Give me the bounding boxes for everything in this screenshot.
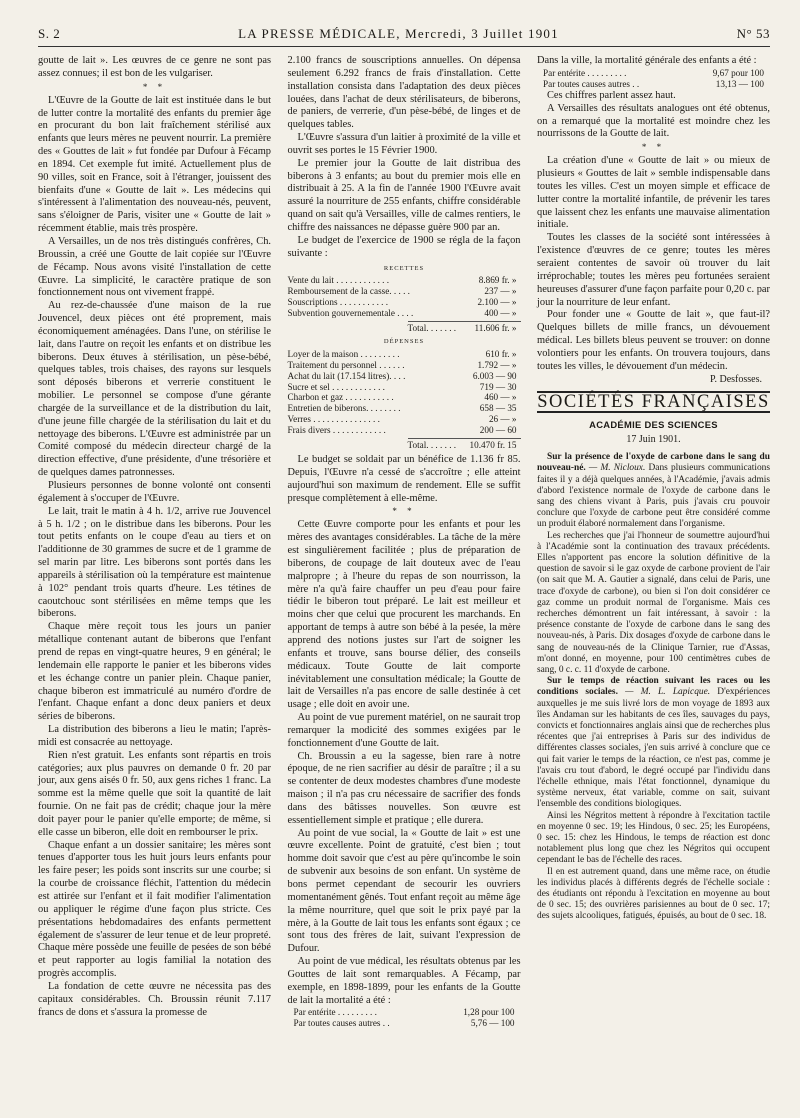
section-separator: * * bbox=[392, 506, 416, 517]
paragraph: Le lait, trait le matin à 4 h. 1/2, arrive rue Jouvencel à 5 h. 1/2 ; on le distribue dans les biberons. Pour les tout petits enfants on le coupe d'eau au tiers et on l'additionne de 30 grammes de sucre et de 1 gramme de sel marin par litre. Les biberons sont portés dans les appareils à stérilisation où la température est maintenue à 102° pendant trois quarts d'heure. Les tétines de caoutchouc sont stérilisées en même temps que les biberons. bbox=[38, 505, 271, 620]
budget-row: Frais divers . . . . . . . . . . . . 200 — 60 bbox=[287, 425, 517, 436]
column-3 bbox=[537, 55, 770, 1029]
page-header bbox=[38, 26, 770, 47]
budget-row: Sucre et sel . . . . . . . . . . . . 719 — 30 bbox=[287, 381, 517, 392]
paragraph: Ces chiffres parlent assez haut. bbox=[547, 89, 676, 101]
budget-table bbox=[288, 264, 521, 452]
paragraph: Ainsi les Négritos mettent à répondre à l'excitation tactile en moyenne 0 sec. 19; les Hindous, 0 sec. 25; les Européens, 0 sec. 15: chez les Hindous, le temps de réaction est donc notablement plus long que chez les Négritos qui occupent cependant le bas de l'échelle des races. bbox=[537, 810, 770, 866]
paragraph: Cette Œuvre comporte pour les enfants et pour les mères des avantages considérables. La tâche de la mère est singulièrement facilitée ; plus de préparation de biberons, de coupage de lait douteux avec de l'eau malpropre ; à l'heure du repas de son nourrisson, la mère n'a qu'à faire chauffer un peu d'eau pour faire tiédir le biberon tout préparé. Le lait est meilleur et moins cher que celui que procurent les marchands. En apportant de temps à autre son bébé à la pesée, la mère apprend des notions justes sur l'art de soigner les enfants et trouve, sans bourse délier, des conseils médicaux. Toute Goutte de lait comporte inévitablement une consultation médicale; la Goutte de lait de Versailles n'a pas encore de salle destinée à cet usage ; elle doit en avoir une. bbox=[287, 519, 521, 711]
budget-row: Traitement du personnel . . . . . . 1.792 — » bbox=[287, 359, 517, 370]
budget-row: Achat du lait (17.154 litres). . . . 6.003 — 90 bbox=[287, 370, 517, 381]
paragraph: Chaque enfant a un dossier sanitaire; les mères sont tenues d'apporter tous les huit jours leurs enfants pour les faire peser; les poids sont inscrits sur une courbe; si la courbe de croissance fléchit, l'attention du médecin est attirée sur l'enfant et il fait modifier l'alimentation ou appliquer le régime d'une façon plus stricte. Ces présentations hebdomadaires des enfants permettent également de s'assurer de leur tenue et de leur propreté. Chaque mère possède une feuille de pesées de son bébé et peut rapporter au logis familial la notation des progrès accomplis. bbox=[38, 839, 271, 980]
paragraph: Le budget se soldait par un bénéfice de 1.136 fr 85. Depuis, l'Œuvre n'a cessé de s'accroître ; elle atteint aujourd'hui son maximum de rendement. Elle se suffit presque complètement à elle-même. bbox=[287, 454, 521, 504]
section-separator: * * bbox=[142, 81, 167, 92]
article-text: Dans plusieurs communications faites il y a déjà quelques années, à l'Académie, j'avais admis d'abord l'existence normale de l'oxyde de carbone dans le sang des chiens vivant à Paris, puis j'avais cru pouvoir conclure que l'oxyde de carbone peut être considéré comme un produit élaboré normalement dans l'organisme. bbox=[537, 463, 770, 530]
paragraph: A Versailles, un de nos très distingués confrères, Ch. Broussin, a créé une Goutte de lait copiée sur l'Œuvre de Fécamp. Nous avons visité l'installation de cette Œuvre. La simplicité, le caractère pratique de son fonctionnement nous ont vivement frappé. bbox=[38, 235, 271, 299]
paragraph: L'Œuvre de la Goutte de lait est instituée dans le but de lutter contre la mortalité des enfants du premier âge en procurant du bon lait fraîchement stérilisé aux enfants que leurs mères ne peuvent nourrir. La première des « Gouttes de lait » fut fondée par Dufour à Fécamp en 1894. Cet exemple fut imité. Actuellement plus de 90 villes, soit en France, soit à l'étranger, jouissent des bienfaits d'une « Goutte de lait ». Les médecins qui s'intéressent à l'alimentation des nouveau-nés, peuvent, sans s'éloigner de Paris, visiter une « Goutte de lait » récemment établie, mais très prospère. bbox=[38, 94, 271, 235]
section-separator: * * bbox=[641, 142, 666, 153]
budget-total: Total. . . . . . . 11.606 fr. » bbox=[408, 321, 521, 334]
article-title: Sur la présence de l'oxyde de carbone dans le sang du nouveau-né. bbox=[537, 452, 770, 474]
academy-heading: ACADÉMIE DES SCIENCES bbox=[589, 419, 718, 431]
paragraph: Le budget de l'exercice de 1900 se régla de la façon suivante : bbox=[287, 234, 521, 259]
statistic-row: Par toutes causes autres . . 13,13 — 100 bbox=[543, 78, 764, 89]
paragraph: Le premier jour la Goutte de lait distribua des biberons à 3 enfants; au bout du premier mois elle en distribuait à 25. A la fin de l'année 1900 l'Œuvre avait assuré la nourriture de 255 enfants, chiffre considérable quand on sait qu'à Versailles, ville de calmes rentiers, le chiffre des naissances ne dépasse guère 900 par an. bbox=[287, 157, 521, 233]
paragraph: Rien n'est gratuit. Les enfants sont répartis en trois catégories; aux plus pauvres on demande 0 fr. 20 par jour, aux gens aisés 0 fr. 50, aux gens riches 1 franc. La somme est la même quelle que soit la quantité de lait fournie. On ne fait pas de crédit; chaque jour la mère doit payer pour le panier qu'elle emporte; de même, si elle casse un biberon, elle doit en rembourser le prix. bbox=[38, 749, 271, 838]
column-1 bbox=[38, 55, 271, 1029]
statistic-row: Par toutes causes autres . . 5,76 — 100 bbox=[293, 1018, 515, 1029]
section-title: SOCIÉTÉS FRANÇAISES bbox=[537, 391, 770, 412]
paragraph: Ch. Broussin a eu la sagesse, bien rare à notre époque, de ne rien sacrifier au désir de paraître ; il a su se contenter de deux modestes chambres d'une modeste maison ; il n'a pas cru nécessaire de sacrifier des fonds dans des bâtisses nouvelles. Son œuvre est essentiellement simple et pratique ; elle durera. bbox=[287, 750, 521, 826]
article bbox=[537, 676, 770, 810]
column-2 bbox=[288, 55, 521, 1029]
budget-row: Verres . . . . . . . . . . . . . . . 26 — » bbox=[287, 414, 517, 425]
budget-row: Vente du lait . . . . . . . . . . . . 8.869 fr. » bbox=[287, 275, 517, 286]
budget-total: Total. . . . . . . 10.470 fr. 15 bbox=[408, 438, 521, 451]
article-author: — M. L. Lapicque. bbox=[625, 687, 711, 698]
paragraph: Il en est autrement quand, dans une même race, on étudie les individus placés à différents degrés de l'échelle sociale : des étudiants ont répondu à l'excitation en moyenne au bout de 0 sec. 15; des ouvrières parisiennes au bout de 0 sec. 17; des sujets alcooliques, fatigués, épuisés, au bout de 0 sec. 18. bbox=[537, 866, 770, 922]
columns bbox=[38, 55, 770, 1029]
issue-number: N° 53 bbox=[736, 26, 770, 41]
paragraph: La création d'une « Goutte de lait » ou mieux de plusieurs « Gouttes de lait » semble indispensable dans toutes les villes. C'est un moyen simple et efficace de lutter contre la mortalité infantile, de prévenir les tares que laissent chez les enfants une mauvaise alimentation initiale. bbox=[537, 155, 770, 231]
page-number: S. 2 bbox=[38, 26, 61, 41]
paragraph: Les recherches que j'ai l'honneur de soumettre aujourd'hui à l'Académie sont la continuation des travaux précédents. Elles n'apportent pas encore la solution définitive de la question de savoir si le gaz oxyde de carbone provient de l'air (on sait que M. A. Gautier a signalé, dans celui de Paris, une trace d'oxyde de carbone), ou bien si l'on doit considérer ce gaz comme un produit normal de l'organisme. Mais ces recherches démontrent un fait intéressant, à savoir : la présence constante de l'oxyde de carbone dans le sang des nouveau-nés, à Paris. Dix dosages d'oxyde de carbone dans le sang de nouveau-nés de la Clinique Tarnier, rue d'Assas, m'ont donné, en moyenne, pour 100 centimètres cubes de sang, 0 c. c. 11 d'oxyde de carbone. bbox=[537, 530, 770, 675]
statistic-row: Par entérite . . . . . . . . . 9,67 pour 100 bbox=[543, 67, 764, 78]
article-text: D'expériences auxquelles je me suis livré lors de mon voyage de 1893 aux îles Andaman sur les habitants de ces îles, sauvages du pays, convicts et fonctionnaires anglais ainsi que de recherches plus récentes que j'ai entreprises à Paris sur des individus de différentes classes sociales, j'en suis arrivé à conclure que ce qui fait varier le temps de la réaction, ce n'est pas, comme je l'avais cru tout d'abord, le degré occupé par l'individu dans l'échelle ethnique, mais l'état fonctionnel, dynamique du système nerveux, état variable, comme on sait, suivant l'ensemble des conditions biologiques. bbox=[537, 687, 770, 810]
author-signature: P. Desfosses. bbox=[710, 373, 762, 385]
session-date: 17 Juin 1901. bbox=[626, 434, 681, 446]
paragraph: L'Œuvre s'assura d'un laitier à proximité de la ville et ouvrit ses portes le 15 Février 1900. bbox=[287, 132, 521, 156]
budget-row: Charbon et gaz . . . . . . . . . . . 460 — » bbox=[287, 392, 517, 403]
paragraph: Dans la ville, la mortalité générale des enfants a été : bbox=[537, 55, 757, 66]
budget-row: Loyer de la maison . . . . . . . . . 610 fr. » bbox=[287, 348, 517, 359]
article-title: Sur le temps de réaction suivant les races ou les conditions sociales. bbox=[537, 676, 770, 698]
paragraph: A Versailles des résultats analogues ont été obtenus, on a remarqué que la mortalité est moindre chez les nourrissons de la Goutte de lait. bbox=[537, 102, 770, 140]
article-author: — M. Nicloux. bbox=[588, 463, 646, 474]
budget-row: Subvention gouvernementale . . . . 400 — » bbox=[287, 308, 517, 319]
depenses-heading: DÉPENSES bbox=[383, 337, 425, 345]
paragraph: La fondation de cette œuvre ne nécessita pas des capitaux considérables. Ch. Broussin réunit 7.117 francs de dons et s'assura la promesse de bbox=[38, 980, 271, 1018]
paragraph: La distribution des biberons a lieu le matin; l'après-midi est consacrée au nettoyage. bbox=[38, 724, 271, 748]
paragraph: 2.100 francs de souscriptions annuelles. On dépensa seulement 6.292 francs de frais d'installation. Cette installation consista dans l'adaptation des deux pièces louées, dans l'achat de deux stérilisateurs, de biberons, de paniers, de verrerie, d'un pèse-bébé, de linges et de quelques tables. bbox=[287, 55, 521, 131]
paragraph: Au point de vue social, la « Goutte de lait » est une œuvre excellente. Point de gratuité, c'est bien ; tout homme doit savoir que c'est au père qu'incombe le soin de subvenir aux besoins de son enfant. Un système de bons permet cependant de secourir les ouvriers momentanément gênés. Tout enfant reçoit au même âge la même nourriture, quel que soit le prix payé par la mère, à la Goutte de lait tous les enfants sont égaux ; ce sont tous des frères de lait, suivant l'expression de Dufour. bbox=[287, 827, 521, 955]
paragraph: Plusieurs personnes de bonne volonté ont consenti également à s'occuper de l'Œuvre. bbox=[38, 480, 271, 504]
paragraph: Au rez-de-chaussée d'une maison de la rue Jouvencel, deux pièces ont été proprement, mais économiquement aménagées. Dans l'une, on stérilise le lait, dans l'autre on reçoit les enfants et on distribue les biberons. Deux étuves à stérilisation, un pèse-bébé, quelques tables, trois chaises, des rayons sur lesquels sont déposés biberons et verrerie constituent le mobilier. Le personnel se compose d'une gérante chargée de la surveillance et de la distribution du lait, d'une jeune fille chargée de la stérilisation du lait et du nettoyage des biberons. L'Œuvre est administrée par un Comité composé du médecin directeur chargé de la direction effective, d'une présidente, d'une trésorière et de quelques dames patronnesses. bbox=[38, 300, 271, 479]
paragraph: goutte de lait ». Les œuvres de ce genre ne sont pas assez connues; il est bon de les vulgariser. bbox=[38, 55, 271, 79]
budget-row: Remboursement de la casse. . . . . 237 — » bbox=[287, 286, 517, 297]
statistic-row: Par entérite . . . . . . . . . 1,28 pour 100 bbox=[293, 1007, 515, 1018]
paragraph: Au point de vue médical, les résultats obtenus par les Gouttes de lait sont remarquables. A Fécamp, par exemple, en 1898-1899, pour les enfants de la Goutte de lait la mortalité a été : bbox=[287, 956, 521, 1006]
recettes-heading: RECETTES bbox=[383, 264, 425, 272]
paragraph: Chaque mère reçoit tous les jours un panier métallique contenant autant de biberons que l'enfant prend de repas en vingt-quatre heures, 9 en général; le lendemain elle rapporte le panier et les biberons vides et les échange contre un panier plein. Chaque panier, chaque biberon est immatriculé au numéro d'ordre de l'enfant. Chaque enfant a donc deux paniers et deux séries de biberons. bbox=[38, 621, 271, 723]
masthead-title: LA PRESSE MÉDICALE, Mercredi, 3 Juillet 1901 bbox=[238, 26, 559, 41]
budget-row: Entretien de biberons. . . . . . . . 658 — 35 bbox=[287, 403, 517, 414]
article bbox=[537, 452, 770, 530]
paragraph: Toutes les classes de la société sont intéressées à l'existence d'œuvres de ce genre; toutes les mères seraient contentes de savoir où trouver du lait irréprochable; toutes les mères peu fortunées seraient heureuses d'assurer d'une façon parfaite pour 0,20 c. par jour la nourriture de leur enfant. bbox=[537, 232, 770, 308]
paragraph: Au point de vue purement matériel, on ne saurait trop remarquer la modicité des sommes exigées par le fonctionnement d'une Goutte de lait. bbox=[287, 712, 521, 749]
budget-row: Souscriptions . . . . . . . . . . . 2.100 — » bbox=[287, 297, 517, 308]
paragraph: Pour fonder une « Goutte de lait », que faut-il? Quelques billets de mille francs, un dévouement médical. Les billets bleus peuvent se trouver: on donne volontiers pour les enfants. On trouvera toujours, dans toutes les villes, le dévouement d'un médecin. bbox=[537, 309, 770, 372]
